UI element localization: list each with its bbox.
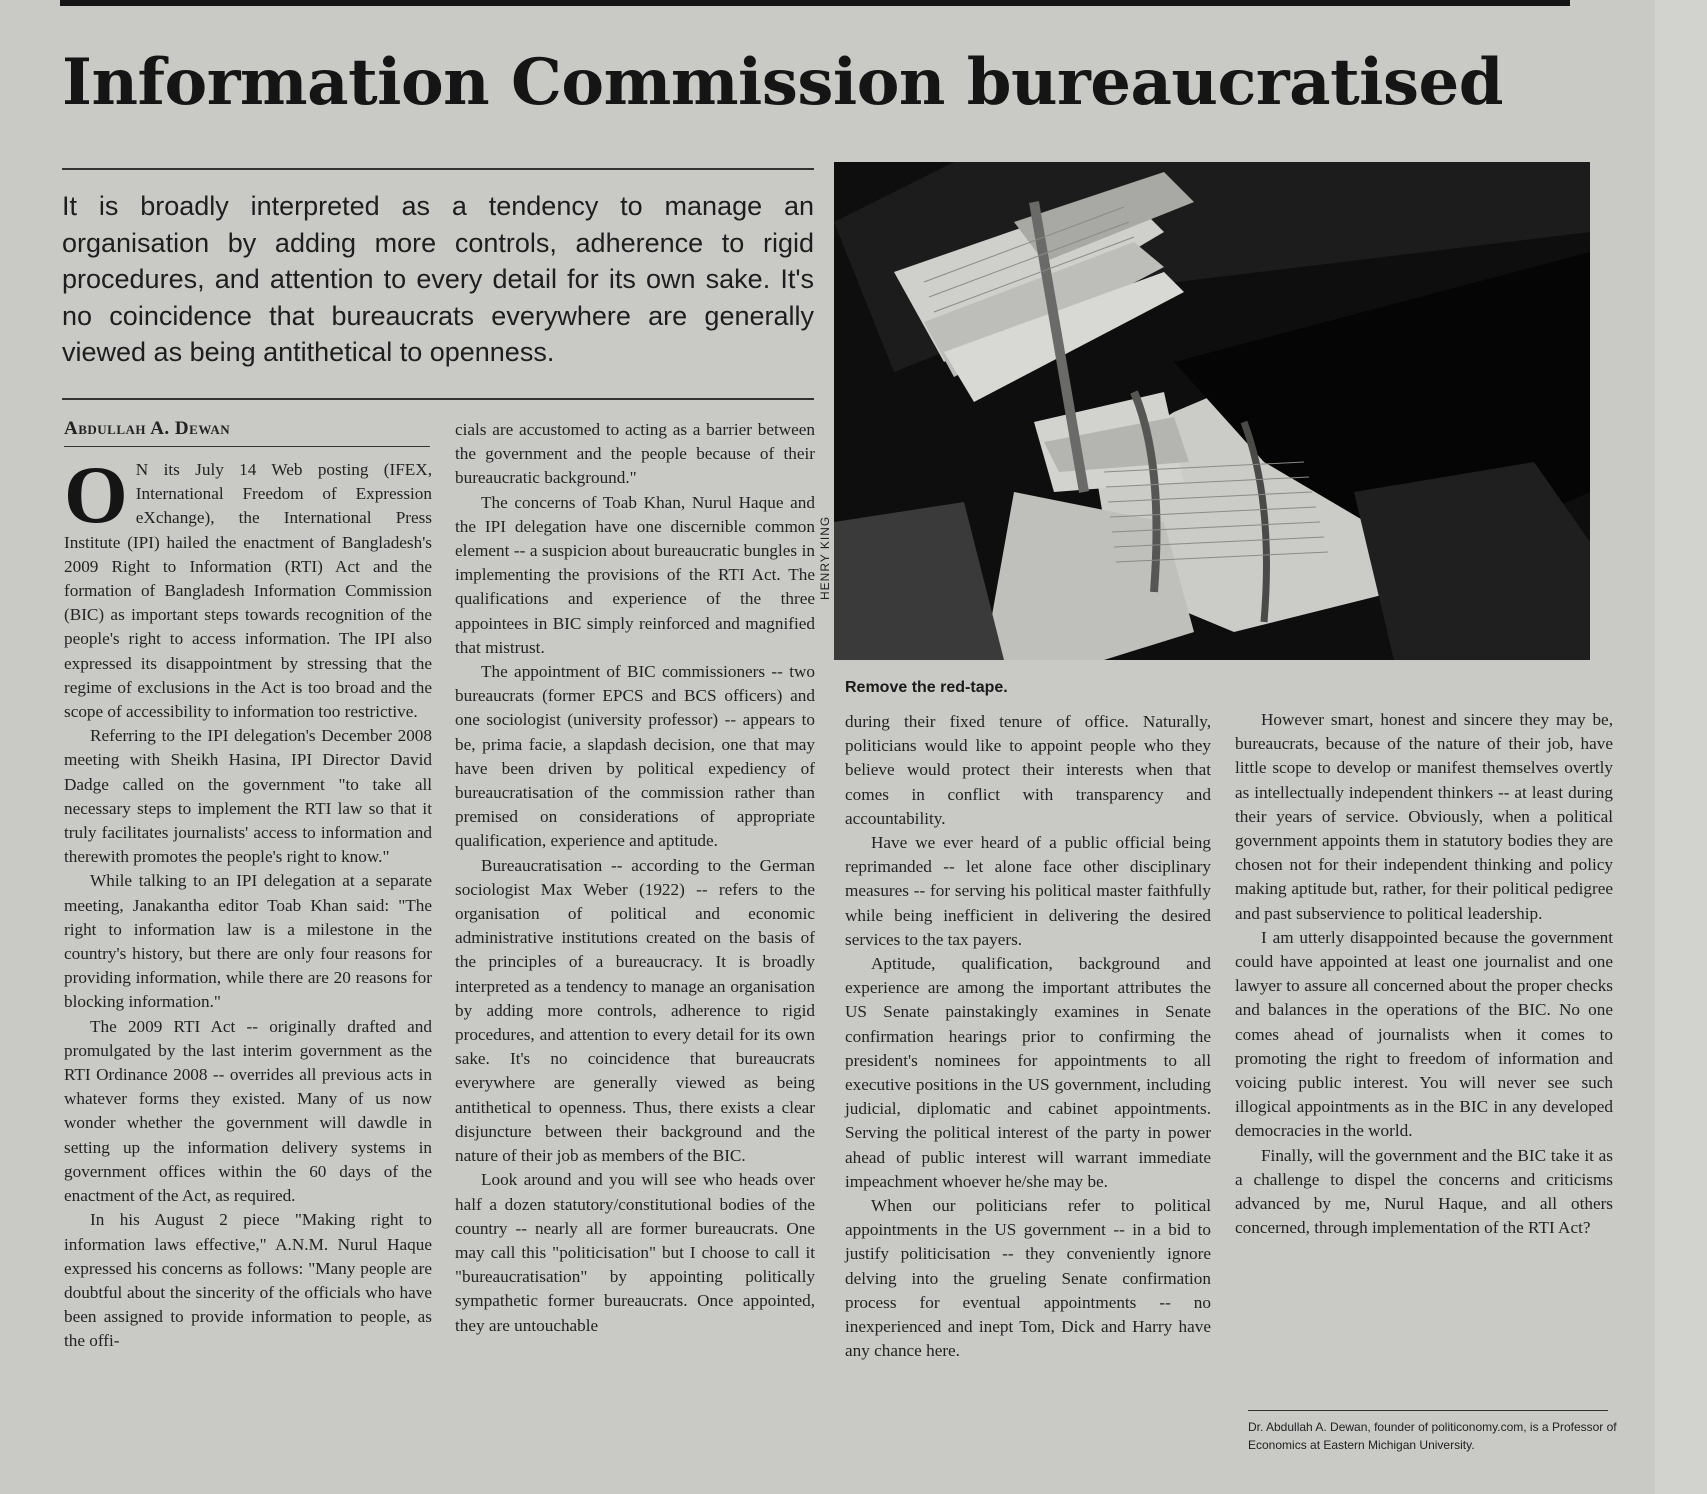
article-paragraph: While talking to an IPI delegation at a separate meeting, Janakantha editor Toab Khan said: "The right to information law is a milestone in the country's history, but there are only four reasons for providing information, while there are 20 reasons for blocking information." <box>64 871 432 1012</box>
article-paragraph: Referring to the IPI delegation's December 2008 meeting with Sheikh Hasina, IPI Director David Dadge called on the government "to take all necessary steps to implement the RTI law so that it truly facilitates journalists' access to information and therewith promotes the people's right to know." <box>64 726 432 867</box>
article-paragraph: I am utterly disappointed because the government could have appointed at least one journalist and one lawyer to assure all concerned about the proper checks and balances in the operations of the BIC. No one comes ahead of journalists when it comes to promoting the right to freedom of information and voicing public interest. You will never see such illogical appointments as in the BIC in any developed democracies in the world. <box>1235 927 1613 1141</box>
photo-caption: Remove the red-tape. <box>845 679 1008 696</box>
paragraph-text: N its July 14 Web posting (IFEX, International Freedom of Expression eXchange), the International Press Institute (IPI) hailed the enactment of Bangladesh's 2009 Right to Information (RTI) Act and the formation of Bangladesh Information Commission (BIC) as important steps towards recognition of the people's right to access information. The IPI also expressed its disappointment by stressing that the regime of exclusions in the Act is too broad and the scope of accessibility to information too restrictive. <box>64 460 432 722</box>
byline: Abdullah A. Dewan <box>64 418 231 439</box>
article-photo <box>834 162 1590 660</box>
standfirst-top-rule <box>62 168 814 170</box>
page-margin-edge <box>1655 0 1707 1494</box>
article-paragraph: Have we ever heard of a public official being reprimanded -- let alone face other disciplinary measures -- for serving his political master faithfully while being inefficient in delivering the desired services to the tax payers. <box>845 833 1211 949</box>
paper-stack-illustration <box>834 162 1590 660</box>
article-paragraph: In his August 2 piece "Making right to information laws effective," A.N.M. Nurul Haque expressed his concerns as follows: "Many people are doubtful about the sincerity of the officials who have been assigned to provide information to people, as the offi- <box>64 1210 432 1351</box>
byline-rule <box>64 446 430 447</box>
article-paragraph: Aptitude, qualification, background and experience are among the important attributes the US Senate painstakingly examines in Senate confirmation hearings prior to confirming the president's nominees for appointments to all executive positions in the US government, including judicial, diplomatic and cabinet appointments. Serving the political interest of the party in power ahead of public interest will warrant immediate impeachment whoever he/she may be. <box>845 954 1211 1191</box>
article-column-3 <box>845 710 1211 1363</box>
standfirst: It is broadly interpreted as a tendency to manage an organisation by adding more controls, adherence to rigid procedures, and attention to every detail for its own sake. It's no coincidence that bureaucrats everywhere are generally viewed as being antithetical to openness. <box>62 191 814 367</box>
author-bio: Dr. Abdullah A. Dewan, founder of politiconomy.com, is a Professor of Economics at Eastern Michigan University. <box>1248 1420 1617 1452</box>
article-paragraph: Finally, will the government and the BIC take it as a challenge to dispel the concerns and criticisms advanced by me, Nurul Haque, and all others concerned, through implementation of the RTI Act? <box>1235 1145 1613 1238</box>
photo-credit: HENRY KING <box>818 515 832 600</box>
article-paragraph: Bureaucratisation -- according to the German sociologist Max Weber (1922) -- refers to the organisation of political and economic administrative institutions created on the basis of the principles of a bureaucracy. It is broadly interpreted as a tendency to manage an organisation by adding more controls, adherence to rigid procedures, and attention to every detail for its own sake. It's no coincidence that bureaucrats everywhere are generally viewed as being antithetical to openness. Thus, there exists a clear disjuncture between their background and the nature of their job as members of the BIC. <box>455 855 815 1166</box>
article-paragraph: The 2009 RTI Act -- originally drafted and promulgated by the last interim government as the RTI Ordinance 2008 -- overrides all previous acts in whatever forms they existed. Many of us now wonder whether the government will dawdle in setting up the information delivery systems in government offices within the 60 days of the enactment of the Act, as required. <box>64 1016 432 1206</box>
article-paragraph: cials are accustomed to acting as a barrier between the government and the people because of their bureaucratic background." <box>455 420 815 488</box>
article-paragraph: Look around and you will see who heads over half a dozen statutory/constitutional bodies of the country -- nearly all are former bureaucrats. One may call this "politicisation" but I choose to call it "bureaucratisation" by appointing politically sympathetic former bureaucrats. Once appointed, they are untouchable <box>455 1170 815 1335</box>
article-column-2 <box>455 418 815 1338</box>
article-paragraph: The appointment of BIC commissioners -- two bureaucrats (former EPCS and BCS officers) and one sociologist (university professor) -- appears to be, prima facie, a slapdash decision, one that may have been driven by political expediency of bureaucratisation of the commission rather than premised on considerations of appropriate qualification, experience and aptitude. <box>455 662 815 851</box>
drop-cap: O <box>64 449 128 540</box>
top-border-rule <box>60 0 1570 6</box>
headline: Information Commission bureaucratised <box>62 45 1503 120</box>
article-paragraph: The concerns of Toab Khan, Nurul Haque and the IPI delegation have one discernible common element -- a suspicion about bureaucratic bungles in implementing the provisions of the RTI Act. The qualifications and experience of the three appointees in BIC simply reinforced and magnified that mistrust. <box>455 492 815 657</box>
article-paragraph: However smart, honest and sincere they may be, bureaucrats, because of the nature of their job, have little scope to develop or manifest themselves overtly as intellectually independent thinkers -- at least during their years of service. Obviously, when a political government appoints them in statutory bodies they are chosen not for their independent thinking and policy making aptitude but, rather, for their political pedigree and past subservience to political leadership. <box>1235 710 1613 923</box>
article-paragraph <box>64 449 432 724</box>
bio-rule <box>1248 1410 1608 1411</box>
article-column-4 <box>1235 708 1613 1240</box>
article-paragraph: When our politicians refer to political appointments in the US government -- in a bid to justify politicisation -- they conveniently ignore delving into the grueling Senate confirmation process for eventual appointments -- no inexperienced and inept Tom, Dick and Harry have any chance here. <box>845 1196 1211 1361</box>
article-column-1 <box>64 449 432 1354</box>
article-paragraph: during their fixed tenure of office. Naturally, politicians would like to appoint people who they believe would protect their interests when that comes in conflict with transparency and accountability. <box>845 712 1211 828</box>
standfirst-bottom-rule <box>62 398 814 400</box>
